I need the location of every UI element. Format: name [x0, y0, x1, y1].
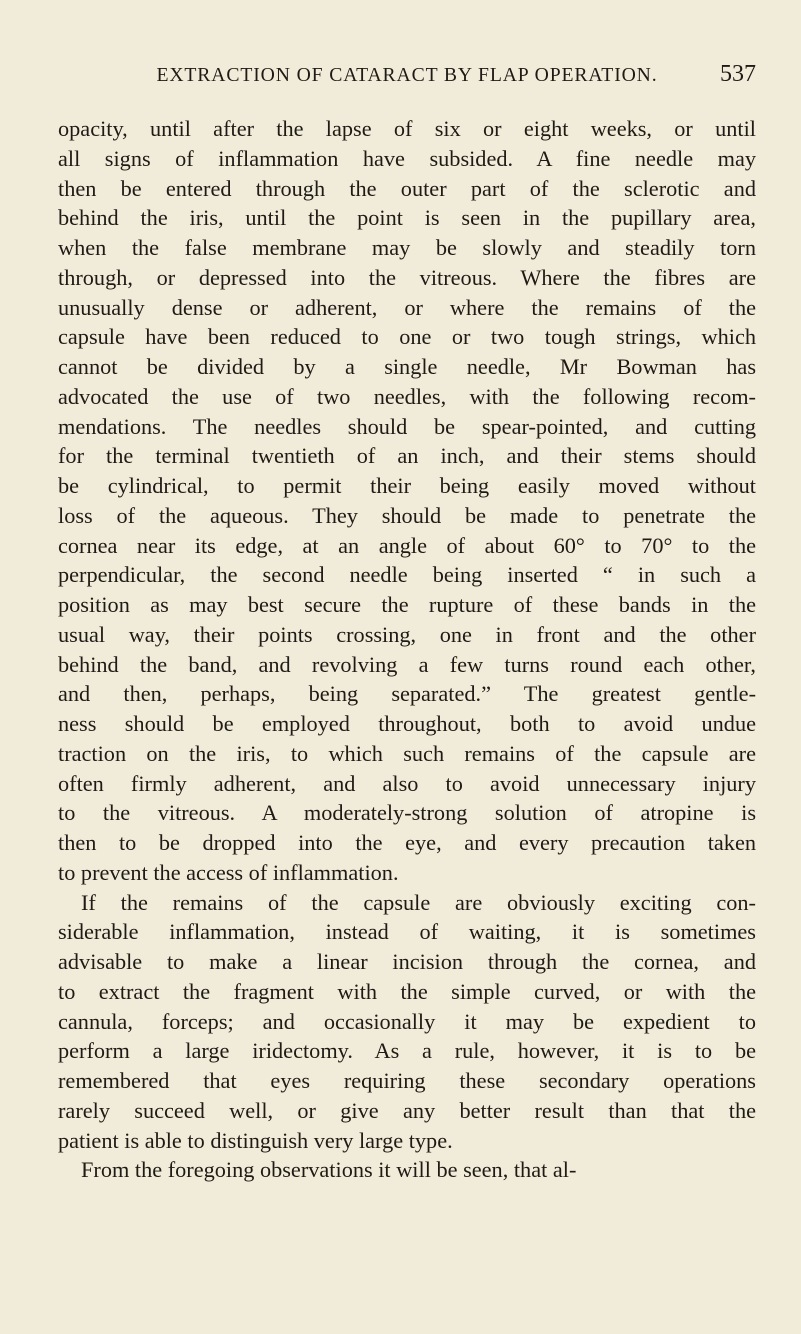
text-line: to the vitreous. A moderately-strong solution of atropine is [58, 800, 756, 826]
text-line: advocated the use of two needles, with the following recom- [58, 383, 756, 409]
text-line: unusually dense or adherent, or where the remains of the [58, 294, 756, 320]
text-line: perform a large iridectomy. As a rule, however, it is to be [58, 1038, 756, 1064]
running-title: EXTRACTION OF CATARACT BY FLAP OPERATION. [156, 64, 658, 86]
text-line: often firmly adherent, and also to avoid unnecessary injury [58, 770, 756, 796]
text-line: cornea near its edge, at an angle of about 60° to 70° to the [58, 532, 756, 558]
text-line: remembered that eyes requiring these secondary operations [58, 1068, 756, 1093]
text-line: be cylindrical, to permit their being easily moved without [58, 473, 756, 498]
text-line: perpendicular, the second needle being inserted “ in such a [58, 562, 756, 588]
text-line: traction on the iris, to which such remains of the capsule are [58, 740, 756, 766]
body-text [58, 114, 756, 1185]
text-line: siderable inflammation, instead of waiting, it is sometimes [58, 919, 756, 945]
text-line: cannula, forceps; and occasionally it may be expedient to [58, 1008, 756, 1034]
text-line: If the remains of the capsule are obviously exciting con- [81, 889, 756, 915]
text-line: opacity, until after the lapse of six or eight weeks, or until [58, 116, 756, 141]
text-line: cannot be divided by a single needle, Mr Bowman has [58, 354, 756, 379]
text-line: then to be dropped into the eye, and every precaution taken [58, 830, 756, 855]
page-number: 537 [720, 61, 756, 87]
text-line: behind the band, and revolving a few turns round each other, [58, 651, 756, 677]
text-line: through, or depressed into the vitreous. Where the fibres are [58, 264, 756, 290]
text-line: loss of the aqueous. They should be made to penetrate the [58, 502, 756, 528]
paragraph [58, 114, 756, 888]
text-line: then be entered through the outer part of the sclerotic and [58, 175, 756, 201]
text-line: capsule have been reduced to one or two tough strings, which [58, 324, 756, 350]
running-head [58, 61, 756, 104]
text-line: rarely succeed well, or give any better result than that the [58, 1097, 756, 1123]
text-line: for the terminal twentieth of an inch, and their stems should [58, 443, 756, 469]
text-line: position as may best secure the rupture of these bands in the [58, 592, 756, 617]
text-line: when the false membrane may be slowly and steadily torn [58, 235, 756, 260]
text-line: patient is able to distinguish very large type. [58, 1127, 453, 1153]
text-line: to extract the fragment with the simple curved, or with the [58, 978, 756, 1004]
text-line: advisable to make a linear incision through the cornea, and [58, 949, 756, 974]
text-line: usual way, their points crossing, one in front and the other [58, 621, 756, 647]
text-line: to prevent the access of inflammation. [58, 859, 399, 885]
text-line: mendations. The needles should be spear-pointed, and cutting [58, 413, 756, 439]
paragraph [58, 1155, 756, 1185]
text-line: and then, perhaps, being separated.” The greatest gentle- [58, 681, 756, 707]
text-line: ness should be employed throughout, both to avoid undue [58, 711, 756, 736]
text-line: behind the iris, until the point is seen in the pupillary area, [58, 205, 756, 231]
text-line: From the foregoing observations it will be seen, that al- [81, 1157, 577, 1183]
text-line: all signs of inflammation have subsided. A fine needle may [58, 145, 756, 171]
paragraph [58, 888, 756, 1156]
